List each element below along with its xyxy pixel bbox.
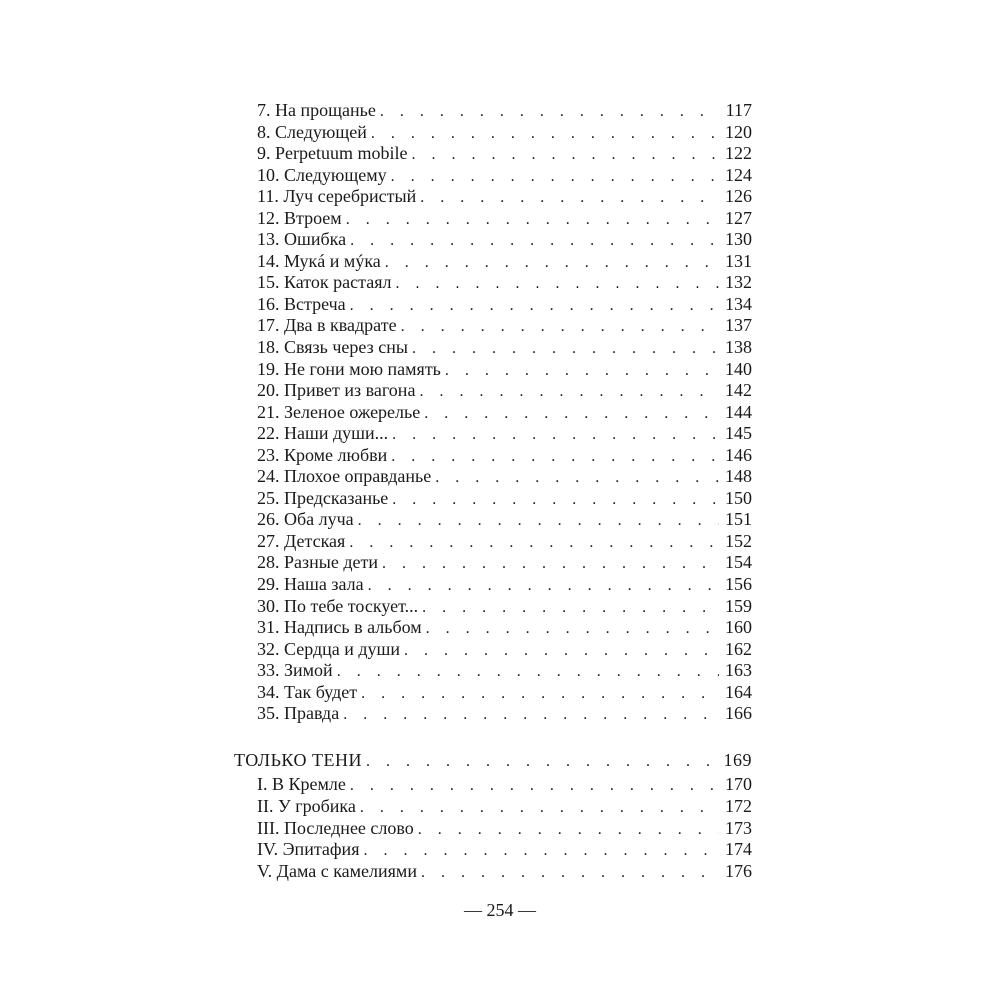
toc-entry-page: 152 xyxy=(725,530,752,551)
dot-leader xyxy=(422,597,719,619)
toc-entry-title: 25. Предсказанье xyxy=(257,487,389,508)
toc-entry-page: 146 xyxy=(725,444,752,465)
toc-entry xyxy=(234,380,752,402)
toc-entry xyxy=(234,251,752,273)
dot-leader xyxy=(360,797,719,819)
toc-entry-page: 127 xyxy=(725,207,752,228)
toc-entry xyxy=(234,596,752,618)
toc-entry-page: 140 xyxy=(725,358,752,379)
dot-leader xyxy=(420,187,719,209)
toc-entry-title: 8. Следующей xyxy=(257,121,367,142)
toc-entry-page: 131 xyxy=(725,250,752,271)
dot-leader xyxy=(343,704,719,726)
toc-section-heading xyxy=(234,750,752,772)
toc-entry-page: 156 xyxy=(725,574,752,595)
toc-entry-title: 20. Привет из вагона xyxy=(257,380,416,401)
toc-entry xyxy=(234,774,752,796)
toc-entry xyxy=(234,660,752,682)
dot-leader xyxy=(350,775,719,797)
toc-entry xyxy=(234,796,752,818)
toc-entry-page: 124 xyxy=(725,164,752,185)
toc-entry-title: 11. Луч серебристый xyxy=(257,186,417,207)
toc-entry xyxy=(234,531,752,553)
dot-leader xyxy=(412,338,719,360)
toc-entry-title: 23. Кроме любви xyxy=(257,444,388,465)
dot-leader xyxy=(419,381,719,403)
toc-entry xyxy=(234,861,752,883)
toc-entry-page: 162 xyxy=(725,638,752,659)
toc-entry-title: 21. Зеленое ожерелье xyxy=(257,401,421,422)
dot-leader xyxy=(411,144,719,166)
dot-leader xyxy=(346,209,719,231)
toc-entry-title: 17. Два в квадрате xyxy=(257,315,397,336)
toc-entry xyxy=(234,682,752,704)
toc-entry-title: 27. Детская xyxy=(257,530,346,551)
toc-entry-title: 10. Следующему xyxy=(257,164,387,185)
dot-leader xyxy=(418,819,719,841)
dot-leader xyxy=(371,123,719,145)
toc-entry-page: 160 xyxy=(725,617,752,638)
dot-leader xyxy=(350,295,719,317)
toc-entry xyxy=(234,100,752,122)
toc-entry-page: 142 xyxy=(725,380,752,401)
toc-entry-title: V. Дама с камелиями xyxy=(257,860,417,881)
dot-leader xyxy=(445,360,719,382)
toc-entry-title: 30. По тебе тоскует... xyxy=(257,595,419,616)
toc-entry xyxy=(234,617,752,639)
dot-leader xyxy=(350,230,719,252)
toc-entry-title: 13. Ошибка xyxy=(257,229,347,250)
dot-leader xyxy=(361,683,719,705)
toc-entry-title: 18. Связь через сны xyxy=(257,337,408,358)
toc-entry-title: 15. Каток растаял xyxy=(257,272,392,293)
dot-leader xyxy=(426,618,719,640)
dot-leader xyxy=(391,166,719,188)
dot-leader xyxy=(358,510,719,532)
toc-entry-page: 159 xyxy=(725,595,752,616)
toc-entry xyxy=(234,402,752,424)
page-number: — 254 — xyxy=(464,900,536,920)
dot-leader xyxy=(337,661,719,683)
toc-entry-page: 174 xyxy=(725,839,752,860)
toc-entry xyxy=(234,315,752,337)
dot-leader xyxy=(385,252,719,274)
toc-entry-page: 154 xyxy=(725,552,752,573)
dot-leader xyxy=(421,862,719,884)
toc-entry-title: 33. Зимой xyxy=(257,660,333,681)
toc-entry-title: 16. Встреча xyxy=(257,293,346,314)
toc-entry-title: 12. Втроем xyxy=(257,207,342,228)
toc-entry xyxy=(234,423,752,445)
toc-entry xyxy=(234,818,752,840)
toc-entry xyxy=(234,703,752,725)
section-page: 169 xyxy=(723,749,752,770)
toc-entry xyxy=(234,488,752,510)
toc-entry-page: 132 xyxy=(725,272,752,293)
toc-entry xyxy=(234,165,752,187)
dot-leader xyxy=(392,424,719,446)
toc-entry-title: 31. Надпись в альбом xyxy=(257,617,422,638)
toc-entry-title: 7. На прощанье xyxy=(257,100,376,120)
toc-entry xyxy=(234,574,752,596)
table-of-contents xyxy=(234,100,752,882)
toc-entry-title: 24. Плохое оправданье xyxy=(257,466,432,487)
toc-entry xyxy=(234,208,752,230)
toc-entry-title: IV. Эпитафия xyxy=(257,839,360,860)
dot-leader xyxy=(363,840,719,862)
toc-entry-page: 148 xyxy=(725,466,752,487)
toc-entry xyxy=(234,509,752,531)
toc-entry xyxy=(234,839,752,861)
toc-entry-title: 29. Наша зала xyxy=(257,574,364,595)
toc-entry-title: 14. Мукá и мýка xyxy=(257,250,381,271)
dot-leader xyxy=(368,575,719,597)
dot-leader xyxy=(366,751,719,773)
dot-leader xyxy=(404,640,719,662)
dot-leader xyxy=(391,446,719,468)
toc-entry xyxy=(234,294,752,316)
toc-entry-page: 163 xyxy=(725,660,752,681)
toc-entry xyxy=(234,466,752,488)
toc-entry-page: 144 xyxy=(725,401,752,422)
toc-entry xyxy=(234,229,752,251)
toc-entry-page: 176 xyxy=(725,860,752,881)
toc-entry xyxy=(234,552,752,574)
toc-entry-title: II. У гробика xyxy=(257,795,356,816)
dot-leader xyxy=(380,101,719,123)
toc-entry xyxy=(234,639,752,661)
toc-entry-title: I. В Кремле xyxy=(257,774,346,795)
toc-entry-page: 173 xyxy=(725,817,752,838)
toc-entry xyxy=(234,337,752,359)
toc-entry-page: 138 xyxy=(725,337,752,358)
toc-entry-page: 150 xyxy=(725,487,752,508)
toc-entry xyxy=(234,272,752,294)
dot-leader xyxy=(382,553,719,575)
toc-entry-title: 28. Разные дети xyxy=(257,552,378,573)
toc-entry-page: 122 xyxy=(725,143,752,164)
toc-entry-page: 134 xyxy=(725,293,752,314)
dot-leader xyxy=(349,532,719,554)
dot-leader xyxy=(435,467,719,489)
dot-leader xyxy=(395,273,719,295)
toc-entry-page: 151 xyxy=(725,509,752,530)
toc-entry xyxy=(234,445,752,467)
toc-entry-title: 19. Не гони мою память xyxy=(257,358,441,379)
toc-entry-title: 35. Правда xyxy=(257,703,340,724)
toc-entry xyxy=(234,359,752,381)
toc-entry-title: 9. Perpetuum mobile xyxy=(257,143,408,164)
toc-entry-page: 120 xyxy=(725,121,752,142)
section-title: ТОЛЬКО ТЕНИ xyxy=(234,749,362,770)
toc-entry-page: 137 xyxy=(725,315,752,336)
toc-entry-page: 172 xyxy=(725,795,752,816)
toc-entry-title: 22. Наши души... xyxy=(257,423,389,444)
toc-entry xyxy=(234,143,752,165)
toc-entry xyxy=(234,186,752,208)
toc-entry-page: 145 xyxy=(725,423,752,444)
toc-entry-title: III. Последнее слово xyxy=(257,817,414,838)
toc-entry-page: 126 xyxy=(725,186,752,207)
toc-entry-page: 117 xyxy=(725,100,752,120)
toc-entry-title: 32. Сердца и души xyxy=(257,638,401,659)
toc-entry-page: 130 xyxy=(725,229,752,250)
dot-leader xyxy=(401,316,719,338)
toc-entry xyxy=(234,122,752,144)
toc-entry-title: 34. Так будет xyxy=(257,681,358,702)
dot-leader xyxy=(424,403,719,425)
dot-leader xyxy=(392,489,719,511)
toc-entry-page: 170 xyxy=(725,774,752,795)
toc-entry-page: 164 xyxy=(725,681,752,702)
toc-entry-page: 166 xyxy=(725,703,752,724)
toc-entry-title: 26. Оба луча xyxy=(257,509,354,530)
